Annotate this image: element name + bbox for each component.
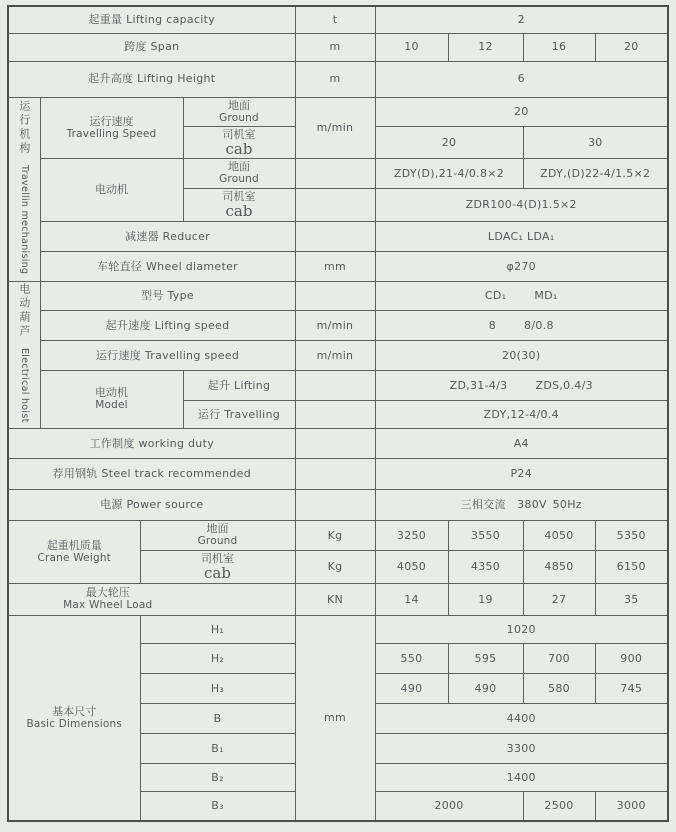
cab-zh: 司机室 bbox=[222, 190, 256, 204]
hoist-lifting-speed-value-2: 8/0.8 bbox=[524, 318, 554, 332]
row-dim-h1 bbox=[8, 615, 668, 643]
crane-weight-ground-value-2: 3550 bbox=[448, 520, 523, 550]
hoist-motor-lifting-value-2: ZDS,0.4/3 bbox=[535, 378, 593, 392]
cab-en: cab bbox=[225, 139, 253, 158]
crane-weight-cab-value-2: 4350 bbox=[448, 550, 523, 583]
max-wheel-load-value-4: 35 bbox=[595, 583, 668, 615]
ground-zh: 地面 bbox=[228, 98, 250, 112]
span-value-2: 12 bbox=[448, 33, 523, 61]
crane-weight-cab-sublabel bbox=[140, 550, 295, 583]
travelling-speed-cab-sublabel bbox=[183, 126, 295, 158]
cab-en: cab bbox=[204, 564, 231, 583]
travelling-speed-ground-value: 20 bbox=[375, 97, 668, 126]
dim-h2-value-4: 900 bbox=[595, 643, 668, 673]
hoist-motor-lifting-value-1: ZD,31-4/3 bbox=[449, 378, 508, 392]
travelling-motor-cab-unit-empty bbox=[295, 188, 375, 221]
crane-weight-ground-unit: Kg bbox=[295, 520, 375, 550]
reducer-label: 减速器 Reducer bbox=[40, 221, 295, 251]
hoist-type-label: 型号 Type bbox=[40, 281, 295, 310]
hoist-motor-label-en: Model bbox=[95, 399, 128, 412]
hoist-type-value bbox=[375, 281, 668, 310]
travelling-mechanism-strip bbox=[8, 97, 40, 281]
electric-hoist-strip bbox=[8, 281, 40, 428]
crane-weight-cab-value-1: 4050 bbox=[375, 550, 448, 583]
crane-weight-ground-value-3: 4050 bbox=[523, 520, 595, 550]
lifting-height-unit: m bbox=[295, 61, 375, 97]
steel-track-unit-empty bbox=[295, 458, 375, 489]
dim-b1-value: 3300 bbox=[375, 733, 668, 763]
dim-h2-name: H₂ bbox=[140, 643, 295, 673]
wheel-diameter-value: φ270 bbox=[375, 251, 668, 281]
power-source-label: 电源 Power source bbox=[8, 489, 295, 520]
row-travelling-motor-ground bbox=[8, 158, 668, 188]
span-value-1: 10 bbox=[375, 33, 448, 61]
hoist-motor-lifting-unit-empty bbox=[295, 370, 375, 400]
max-wheel-load-unit: KN bbox=[295, 583, 375, 615]
cab-zh: 司机室 bbox=[222, 127, 256, 141]
hoist-motor-lifting-value bbox=[375, 370, 668, 400]
dim-b3-name: B₃ bbox=[140, 791, 295, 821]
dim-b3-value-3: 3000 bbox=[595, 791, 668, 821]
basic-dimensions-unit: mm bbox=[295, 615, 375, 821]
wheel-diameter-unit: mm bbox=[295, 251, 375, 281]
row-steel-track bbox=[8, 458, 668, 489]
ground-en: Ground bbox=[197, 535, 238, 548]
dim-h3-value-3: 580 bbox=[523, 673, 595, 703]
row-travelling-speed-ground bbox=[8, 97, 668, 126]
row-lifting-height bbox=[8, 61, 668, 97]
dim-h3-value-4: 745 bbox=[595, 673, 668, 703]
span-unit: m bbox=[295, 33, 375, 61]
travelling-speed-unit: m/min bbox=[295, 97, 375, 158]
dim-h3-value-1: 490 bbox=[375, 673, 448, 703]
travelling-speed-label bbox=[40, 97, 183, 158]
dim-h2-value-3: 700 bbox=[523, 643, 595, 673]
row-hoist-travelling-speed bbox=[8, 340, 668, 370]
travelling-motor-label bbox=[40, 158, 183, 221]
hoist-travelling-speed-value: 20(30) bbox=[375, 340, 668, 370]
travelling-motor-ground-value-1: ZDY(D),21-4/0.8×2 bbox=[375, 158, 523, 188]
row-crane-weight-ground bbox=[8, 520, 668, 550]
dim-b3-value-2: 2500 bbox=[523, 791, 595, 821]
travelling-motor-cab-sublabel bbox=[183, 188, 295, 221]
dim-b-name: B bbox=[140, 703, 295, 733]
hoist-motor-label-zh: 电动机 bbox=[95, 386, 128, 400]
crane-weight-label-zh: 起重机质量 bbox=[46, 538, 102, 552]
dim-h1-value: 1020 bbox=[375, 615, 668, 643]
crane-weight-cab-value-4: 6150 bbox=[595, 550, 668, 583]
crane-weight-label-en: Crane Weight bbox=[37, 551, 112, 564]
dim-h1-name: H₁ bbox=[140, 615, 295, 643]
lifting-capacity-label: 起重量 Lifting capacity bbox=[8, 6, 295, 33]
basic-dimensions-label bbox=[8, 615, 140, 821]
max-wheel-load-value-1: 14 bbox=[375, 583, 448, 615]
row-span bbox=[8, 33, 668, 61]
cab-zh: 司机室 bbox=[201, 552, 234, 566]
hoist-travelling-speed-unit: m/min bbox=[295, 340, 375, 370]
electric-hoist-strip-text bbox=[18, 283, 31, 423]
dim-b1-name: B₁ bbox=[140, 733, 295, 763]
row-wheel-diameter bbox=[8, 251, 668, 281]
lifting-height-label: 起升高度 Lifting Height bbox=[8, 61, 295, 97]
dim-h2-value-2: 595 bbox=[448, 643, 523, 673]
dim-h2-value-1: 550 bbox=[375, 643, 448, 673]
ground-en: Ground bbox=[219, 111, 259, 124]
max-wheel-load-label-en: Max Wheel Load bbox=[63, 599, 153, 612]
lifting-height-value: 6 bbox=[375, 61, 668, 97]
lifting-capacity-value: 2 bbox=[375, 6, 668, 33]
reducer-unit-empty bbox=[295, 221, 375, 251]
lifting-capacity-unit: t bbox=[295, 6, 375, 33]
hoist-motor-label bbox=[40, 370, 183, 428]
hoist-motor-lifting-sublabel: 起升 Lifting bbox=[183, 370, 295, 400]
ground-en: Ground bbox=[219, 173, 259, 186]
reducer-value: LDAC₁ LDA₁ bbox=[375, 221, 668, 251]
steel-track-label: 荐用钢轨 Steel track recommended bbox=[8, 458, 295, 489]
max-wheel-load-value-2: 19 bbox=[448, 583, 523, 615]
travelling-speed-label-zh: 运行速度 bbox=[89, 114, 134, 128]
ground-zh: 地面 bbox=[228, 160, 250, 174]
hoist-lifting-speed-value bbox=[375, 310, 668, 340]
row-max-wheel-load bbox=[8, 583, 668, 615]
power-source-value: 三相交流 380V 50Hz bbox=[375, 489, 668, 520]
travelling-mechanism-strip-text bbox=[18, 100, 31, 274]
travelling-speed-ground-sublabel bbox=[183, 97, 295, 126]
row-lifting-capacity bbox=[8, 6, 668, 33]
travelling-motor-ground-sublabel bbox=[183, 158, 295, 188]
row-hoist-lifting-speed bbox=[8, 310, 668, 340]
dim-b2-value: 1400 bbox=[375, 763, 668, 791]
ground-zh: 地面 bbox=[206, 522, 229, 536]
power-source-unit-empty bbox=[295, 489, 375, 520]
hoist-lifting-speed-unit: m/min bbox=[295, 310, 375, 340]
travelling-motor-label-zh: 电动机 bbox=[95, 183, 128, 197]
row-hoist-motor-lifting bbox=[8, 370, 668, 400]
span-value-3: 16 bbox=[523, 33, 595, 61]
crane-weight-ground-value-1: 3250 bbox=[375, 520, 448, 550]
row-power-source bbox=[8, 489, 668, 520]
dim-h3-name: H₃ bbox=[140, 673, 295, 703]
span-value-4: 20 bbox=[595, 33, 668, 61]
crane-weight-cab-unit: Kg bbox=[295, 550, 375, 583]
crane-weight-label bbox=[8, 520, 140, 583]
crane-weight-cab-value-3: 4850 bbox=[523, 550, 595, 583]
dim-b-value: 4400 bbox=[375, 703, 668, 733]
hoist-motor-travelling-value: ZDY,12-4/0.4 bbox=[375, 400, 668, 428]
cab-en: cab bbox=[225, 202, 253, 221]
wheel-diameter-label: 车轮直径 Wheel diameter bbox=[40, 251, 295, 281]
travelling-motor-ground-unit-empty bbox=[295, 158, 375, 188]
hoist-type-value-1: CD₁ bbox=[484, 289, 507, 303]
travelling-motor-cab-value: ZDR100-4(D)1.5×2 bbox=[375, 188, 668, 221]
hoist-motor-travelling-unit-empty bbox=[295, 400, 375, 428]
crane-weight-ground-value-4: 5350 bbox=[595, 520, 668, 550]
travelling-speed-label-en: Travelling Speed bbox=[66, 127, 157, 140]
travelling-speed-cab-value-1: 20 bbox=[375, 126, 523, 158]
crane-weight-ground-sublabel bbox=[140, 520, 295, 550]
max-wheel-load-value-3: 27 bbox=[523, 583, 595, 615]
row-working-duty bbox=[8, 428, 668, 458]
hoist-type-unit-empty bbox=[295, 281, 375, 310]
max-wheel-load-label-zh: 最大轮压 bbox=[85, 586, 130, 600]
strip-zh: 运行机构 bbox=[17, 100, 31, 157]
row-hoist-type bbox=[8, 281, 668, 310]
span-label: 跨度 Span bbox=[8, 33, 295, 61]
crane-spec-table bbox=[7, 5, 669, 822]
strip-zh: 电动葫芦 bbox=[17, 283, 31, 340]
steel-track-value: P24 bbox=[375, 458, 668, 489]
working-duty-unit-empty bbox=[295, 428, 375, 458]
hoist-lifting-speed-value-1: 8 bbox=[488, 318, 497, 332]
basic-dimensions-label-zh: 基本尺寸 bbox=[52, 705, 97, 719]
dim-b2-name: B₂ bbox=[140, 763, 295, 791]
row-reducer bbox=[8, 221, 668, 251]
hoist-lifting-speed-label: 起升速度 Lifting speed bbox=[40, 310, 295, 340]
hoist-type-value-2: MD₁ bbox=[534, 289, 558, 303]
max-wheel-load-label bbox=[8, 583, 295, 615]
hoist-travelling-speed-label: 运行速度 Travelling speed bbox=[40, 340, 295, 370]
travelling-motor-ground-value-2: ZDY,(D)22-4/1.5×2 bbox=[523, 158, 668, 188]
working-duty-value: A4 bbox=[375, 428, 668, 458]
hoist-motor-travelling-sublabel: 运行 Travelling bbox=[183, 400, 295, 428]
basic-dimensions-label-en: Basic Dimensions bbox=[26, 718, 123, 731]
strip-en: Travellin mechanising bbox=[18, 165, 30, 275]
dim-b3-value-1: 2000 bbox=[375, 791, 523, 821]
working-duty-label: 工作制度 working duty bbox=[8, 428, 295, 458]
travelling-speed-cab-value-2: 30 bbox=[523, 126, 668, 158]
dim-h3-value-2: 490 bbox=[448, 673, 523, 703]
strip-en: Electrical hoist bbox=[18, 348, 30, 423]
